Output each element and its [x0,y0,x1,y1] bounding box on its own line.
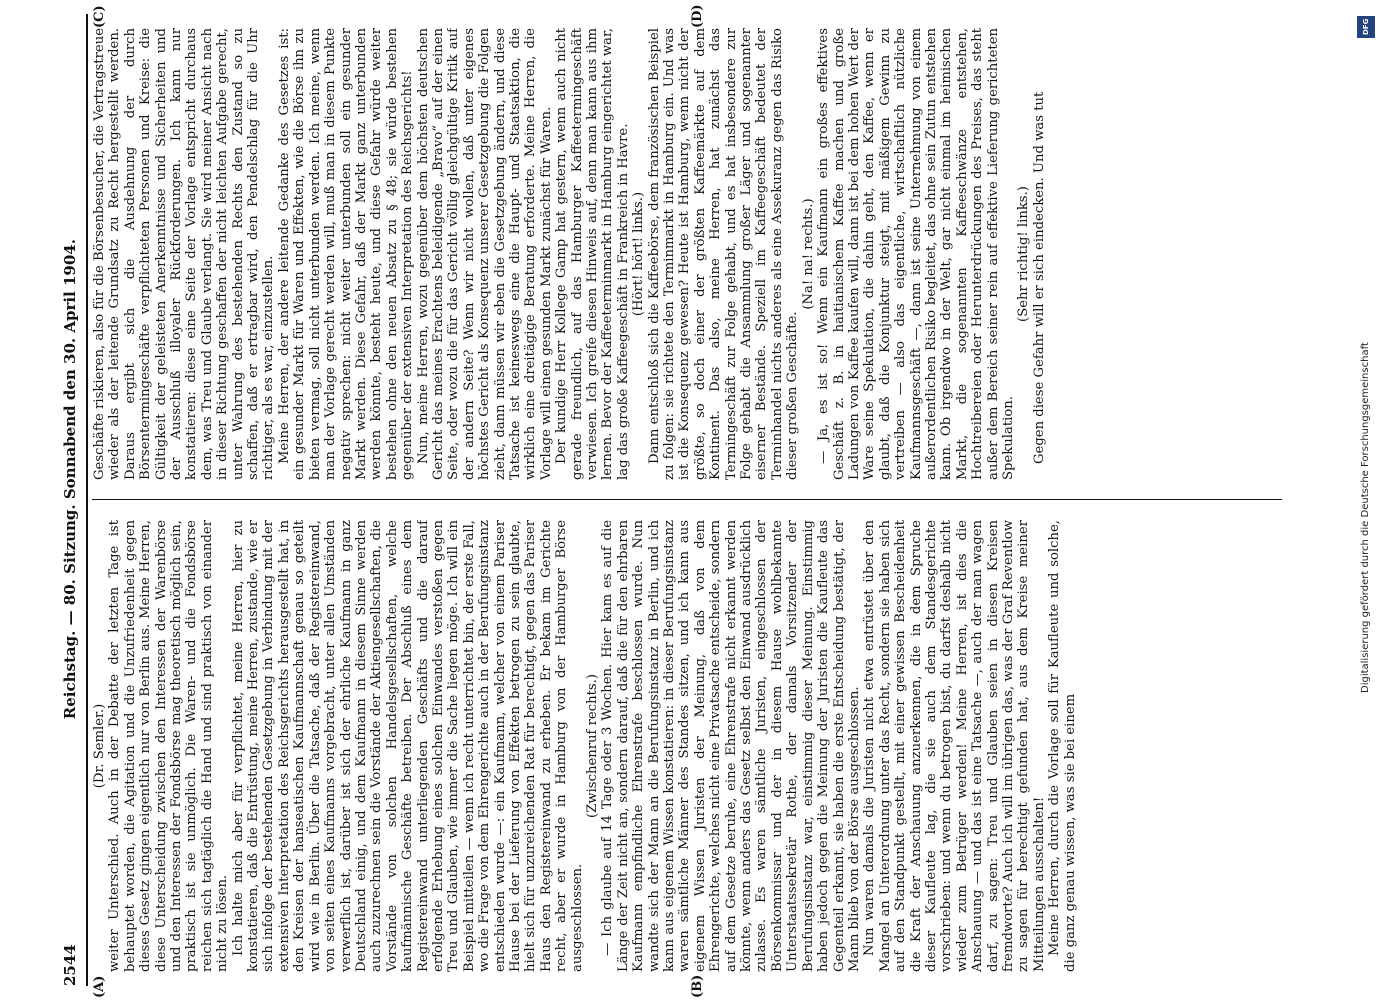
marker-c: (C) [92,5,107,28]
paragraph: Nun waren damals die Juristen nicht etwa entrüstet über den Mangel an Unterordnung unter das Recht, sondern sie haben sich auf den Standpunkt gestellt, mit einer gewissen Bescheidenheit die Kraft der Anschauung anzuerkennen, die in dem Spruche dieser Kaufleute lag, die sie auch dem Standesgerichte vorschrieben: und wenn du betrogen bist, du darfst deshalb nicht wieder zum Betrüger werden! Meine Herren, ist dies die Anschauung — und das ist eine Tatsache —, auch der man wagen darf, zu sagen: Treu und Glauben seien in diesen Kreisen fremdworte? Auch ich will im übrigen das, was der Graf Reventlow zu sagen für berechtigt gefunden hat, aus dem Kreise meiner Mitteilungen ausschalten! [862,520,1047,972]
paragraph: Meine Herren, durch die Vorlage soll für Kaufleute und solche, die ganz genau wissen, was sie bei einem [1047,520,1078,972]
speaker-label: (Dr. Semler.) [92,703,107,789]
column-divider [92,499,1282,500]
dfg-logo-icon: DFG [1357,16,1375,38]
paragraph: — Ich glaube auf 14 Tage oder 3 Wochen. Hier kam es auf die Länge der Zeit nicht an, sondern darauf, daß die für den ehrbaren Kaufmann empfindliche Ehrenstrafe beschlossen wurde. Nun wandte sich der Mann an die Berufungsinstanz in Berlin, und ich kann aus eigenem Wissen konstatieren: in dieser Berufungsinstanz waren sämtliche Männer des Standes sitzen, und ich kann aus eigenem Wissen Juristen der Meinung, daß von dem Ehrengerichte, welches nicht eine Privatsache entscheide, sondern auf dem Gesetze beruhe, eine Ehrenstrafe nicht erkannt werden könnte, wenn anders das Gesetz selbst den Einwand ausdrücklich zulasse. Es waren sämtliche Juristen, eingeschlossen der Börsenkommissar und der in diesem Hause wohlbekannte Unterstaatssekretär Rothe, der damals Vorsitzender der Berufungsinstanz war, einstimmig dieser Meinung. Einstimmig haben jedoch gegen die Meinung der Juristen die Kaufleute das Gegenteil erkannt, sie haben die erste Entscheidung bestätigt, der Mann blieb von der Börse ausgeschlossen. [600,520,862,972]
marker-d: (D) [690,4,705,28]
marker-b: (B) [690,974,705,998]
paragraph: — Ja, es ist so! Wenn ein Kaufmann ein großes effektives Geschäft z. B. in haitianischem Kaffee machen und große Ladungen von Kaffee kaufen will, dann ist bei dem hohen Wert der Ware seine Spekulation, die dahin geht, den Kaffee, wenn er glaubt, daß die Konjunktur steigt, mit mäßigem Gewinn zu vertreiben — also das eigentliche, wirtschaftlich nützliche Kaufmannsgeschäft —, dann ist seine Unternehmung von einem außerordentlichen Risiko begleitet, das ohne sein Zutun entstehen kann. Ob irgendwo in der Welt, gar nicht einmal im heimischen Markt, die sogenannten Kaffeeschwänze entstehen, Hochtreibereien oder Herunterdrückungen des Preises, das steht außer dem Bereich seiner rein auf effektive Lieferung gerichteten Spekulation. [816,28,1016,480]
paragraph: weiter Unterschied. Auch in der Debatte der letzten Tage ist behauptet worden, die Agitation und die Unzufriedenheit gegen dieses Gesetz gingen eigentlich nur von Berlin aus. Meine Herren, diese Unterscheidung zwischen den Interessen der Warenbörse und den Interessen der Fondsbörse mag theoretisch möglich sein, praktisch ist sie unmöglich. Die Waren- und die Fondsbörse reichen sich tagtäglich die Hand und sind praktisch von einander nicht zu lösen. [107,520,231,972]
right-column [92,28,1282,480]
page-number: 2544 [61,944,79,986]
interjection: (Zwischenruf rechts.) [585,673,600,819]
paragraph: Der kundige Herr Kollege Gamp hat gestern, wenn auch nicht gerade freundlich, auf das Hamburger Kaffeetermingeschäft verwiesen. Ich greife diesen Hinweis auf, denn man kann aus ihm lernen. Bevor der Kaffeeterminmarkt in Hamburg eingerichtet war, lag das große Kaffeegeschäft in Frankreich in Havre. [554,28,631,480]
interjection: (Hört! hört! links.) [631,191,647,317]
header-rule [86,14,88,986]
paragraph: Gegen diese Gefahr will er sich eindecken. Und was tut [1031,91,1047,464]
paragraph: Geschäfte riskieren, also für die Börsenbesucher, die Vertragstreue wieder als der leitende Grundsatz zu Recht hergestellt werden. Daraus ergibt sich die Ausdehnung der durch Börsentermingeschäfte verpflichteten Personen und Kreise: die Gültigkeit der geleisteten Anerkenntnisse und Sicherheiten und der Ausschluß illoyaler Rückforderungen. Ich kann nur konstatieren: diese eine Seite der Vorlage entspricht durchaus dem, was Treu und Glaube verlangt. Sie wird meiner Ansicht nach in dieser Richtung geschaffen der nicht leichten Aufgabe gerecht, unter Wahrung des bestehenden Rechts den Zustand so zu schaffen, daß er ertragbar wird, den Pendelschlag für die Uhr richtiger, als es war, einzustellen. [92,28,277,480]
interjection: (Sehr richtig! links.) [1016,186,1032,322]
left-column [92,520,1282,972]
paragraph: Ich halte mich aber für verpflichtet, meine Herren, hier zu konstatieren, daß die Entrüstung, meine Herren, zustande, wie er sich infolge der bestehenden Gesetzgebung in Verbindung mit der extensiven Interpretation des Reichsgerichts herausgestellt hat, in den Kreisen der hanseatischen Kaufmannschaft genau so geteilt wird wie in Berlin. Über die Tatsache, daß der Registereinwand, von seiten eines Kaufmanns vorgebracht, unter allen Umständen verwerflich ist, darüber ist sich der ehrliche Kaufmann in ganz Deutschland einig, und dem Kaufmann in diesem Sinne werden auch zuzurechnen sein die Vorstände der Aktiengesellschaften, die Vorstände von solchen Handelsgesellschaften, welche kaufmännische Geschäfte betreiben. Der Abschluß eines dem Registereinwand unterliegenden Geschäfts und die darauf erfolgende Erhebung eines solchen Einwandes verstoßen gegen Treu und Glauben, wie immer die Sache liegen möge. Ich will ein Beispiel mitteilen — wenn ich recht unterrichtet bin, der erste Fall, wo die Frage von dem Ehrengerichte auch in der Berufungsinstanz entschieden wurde —: ein Kaufmann, welcher von einem Pariser Hause bei der Lieferung von Effekten betrogen zu sein glaubte, hielt sich für unzureichenden Rat für berechtigt, gegen das Pariser Haus den Registereinwand zu erheben. Er bekam im Gerichte recht, aber er wurde in Hamburg von der Hamburger Börse ausgeschlossen. [230,520,585,972]
paragraph: Nun, meine Herren, wozu gegenüber dem höchsten deutschen Gericht das meines Erachtens beleidigende „Bravo“ auf der einen Seite, oder wozu die für das Gericht völlig gleichgültige Kritik auf der andern Seite? Wenn wir nicht wollen, daß unter eigenes höchstes Gericht als Konsequenz unserer Gesetzgebung die Folgen zieht, dann müssen wir eben die Gesetzgebung ändern, und diese Tatsache ist keineswegs eine die Haupt- und Staatsaktion, die wirklich eine dreitägige Beratung erforderte. Meine Herren, die Vorlage will einen gesunden Markt zunächst für Waren. [415,28,554,480]
page-header [55,14,85,986]
stamp-text: Digitalisierung gefördert durch die Deutsche Forschungsgemeinschaft [1360,342,1371,694]
page-title: Reichstag. — 80. Sitzung. Sonnabend den 30. April 1904. [61,239,79,720]
marker-a: (A) [92,975,107,998]
digitization-stamp [1355,8,1377,992]
paragraph: Meine Herren, der andere leitende Gedanke des Gesetzes ist: ein gesunder Markt für Waren und Effekten, wie die Börse ihn zu bieten vermag, soll nicht unterbunden werden. Ich meine, wenn man der Vorlage gerecht werden will, muß man in diesem Punkte negativ sprechen: nicht weiter unterbunden soll ein gesunder Markt werden. Diese Gefahr, daß der Markt ganz unterbunden werden könnte, besteht heute, und diese Gefahr würde weiter bestehen ohne den neuen Absatz zu § 48; sie würde bestehen gegenüber der extensiven Interpretation des Reichsgerichts! [276,28,416,480]
paragraph: Dann entschloß sich die Kaffeebörse, dem französischen Beispiel zu folgen: sie richtete den Terminmarkt in Hamburg ein. Und was ist die Konsequenz gewesen? Heute ist Hamburg, wenn nicht der größte, so doch einer der größten Kaffeemärkte auf dem Kontinent. Das also, meine Herren, hat zunächst das Termingeschäft zur Folge gehabt, und es hat insbesondere zur Folge gehabt die Ansammlung großer Läger und sogenannter eiserner Bestände. Speziell im Kaffeegeschäft bedeutet der Terminhandel nichts anderes als eine Assekuranz gegen das Risiko dieser großen Geschäfte. [646,28,801,480]
interjection: (Na! na! rechts.) [800,198,816,310]
